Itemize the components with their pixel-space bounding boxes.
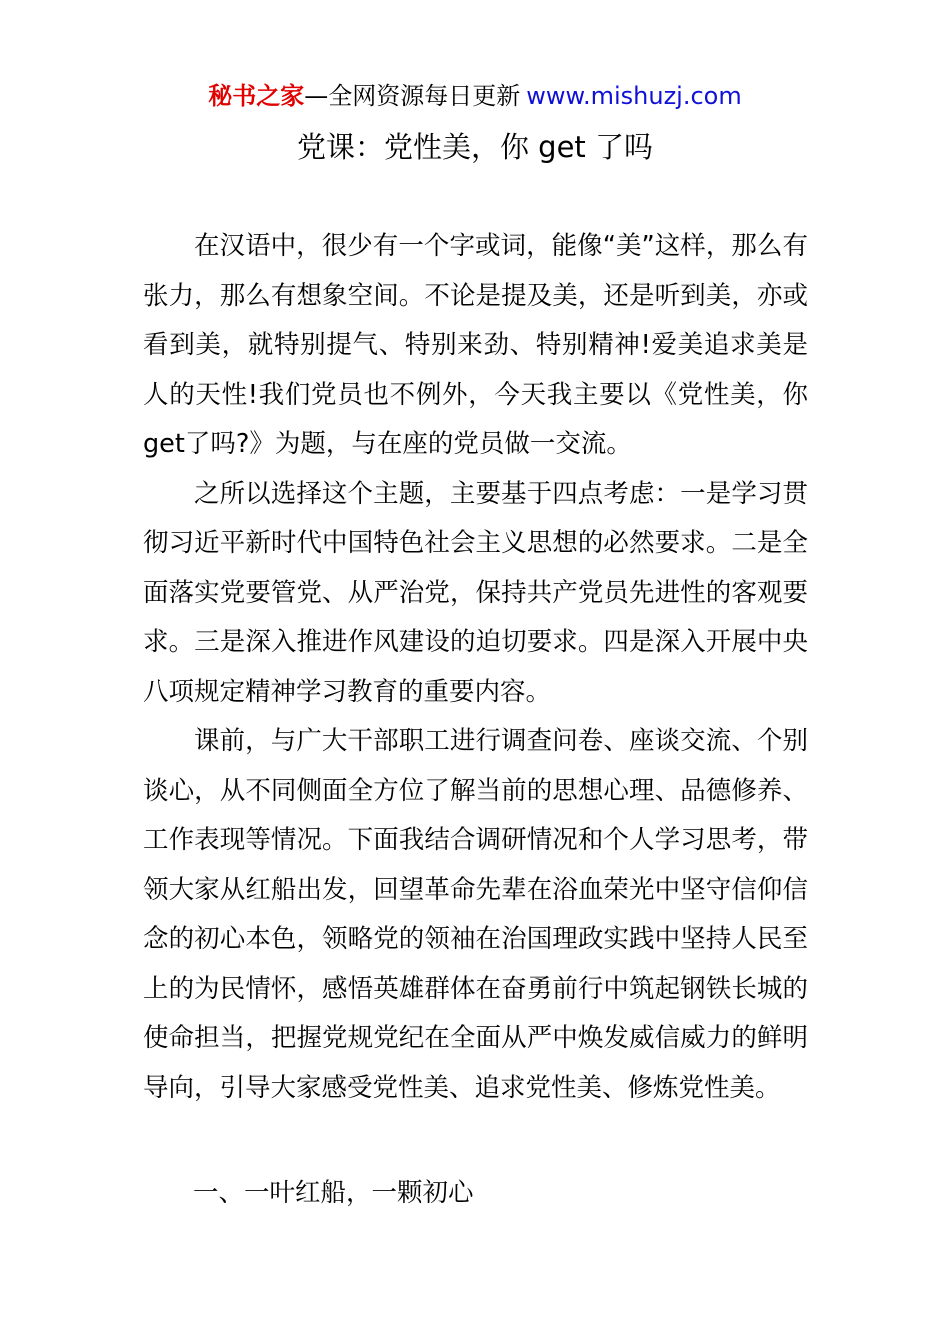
section-heading: 一、一叶红船，一颗初心 — [193, 1178, 474, 1208]
paragraph-reasons: 之所以选择这个主题，主要基于四点考虑：一是学习贯彻习近平新时代中国特色社会主义思想的必然要求。二是全面落实党要管党、从严治党，保持共产党员先进性的客观要求。三是深入推进作风建设的迫切要求。四是深入开展中央八项规定精神学习教育的重要内容。 — [143, 478, 808, 707]
header-tagline: —全网资源每日更新 — [304, 82, 521, 110]
paragraph-preparation: 课前，与广大干部职工进行调查问卷、座谈交流、个别谈心，从不同侧面全方位了解当前的思想心理、品德修养、工作表现等情况。下面我结合调研情况和个人学习思考，带领大家从红船出发，回望革命先辈在浴血荣光中坚守信仰信念的初心本色，领略党的领袖在治国理政实践中坚持人民至上的为民情怀，感悟英雄群体在奋勇前行中筑起钢铁长城的使命担当，把握党规党纪在全面从严中焕发威信威力的鲜明导向，引导大家感受党性美、追求党性美、修炼党性美。 — [143, 726, 808, 1103]
document-title: 党课：党性美，你 get 了吗 — [296, 130, 654, 164]
paragraph-intro: 在汉语中，很少有一个字或词，能像“美”这样，那么有张力，那么有想象空间。不论是提及美，还是听到美，亦或看到美，就特别提气、特别来劲、特别精神!爱美追求美是人的天性!我们党员也不例外，今天我主要以《党性美，你get了吗?》为题，与在座的党员做一交流。 — [143, 231, 808, 459]
site-header — [0, 78, 950, 114]
document-body — [143, 222, 808, 1113]
site-url-link[interactable]: www.mishuzj.com — [526, 82, 742, 110]
brand-name: 秘书之家 — [208, 82, 305, 110]
